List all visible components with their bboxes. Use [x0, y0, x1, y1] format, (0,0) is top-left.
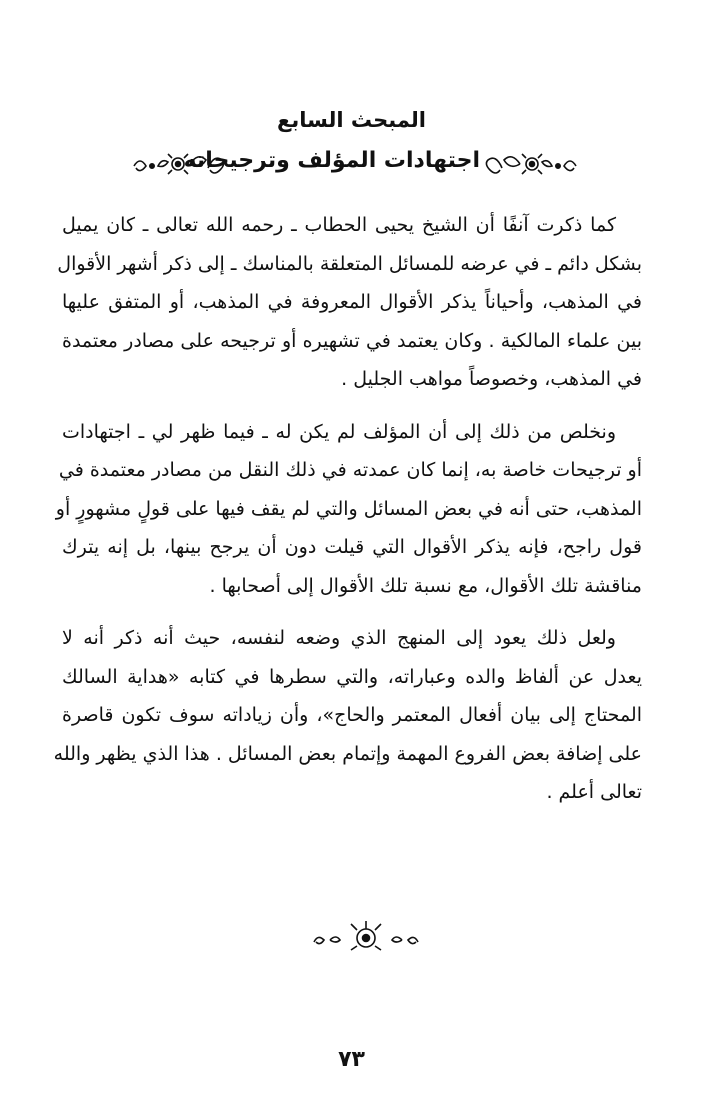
text-line: في المذهب، وخصوصاً مواهب الجليل . — [341, 368, 642, 390]
paragraph-1 — [57, 206, 642, 399]
text-line: المذهب، حتى أنه في بعض المسائل والتي لم يقف فيها على قولٍ مشهورٍ أو — [55, 497, 642, 520]
text-line: المحتاج إلى بيان أفعال المعتمر والحاج»، وأن زياداته سوف تكون قاصرة — [62, 704, 642, 726]
text-line: ولعل ذلك يعود إلى المنهج الذي وضعه لنفسه، حيث أنه ذكر أنه لا — [62, 627, 616, 649]
text-line: أو ترجيحات خاصة به، إنما كان عمدته في ذلك النقل من مصادر معتمدة في — [58, 459, 642, 481]
text-line: ونخلص من ذلك إلى أن المؤلف لم يكن له ـ فيما ظهر لي ـ اجتهادات — [62, 420, 616, 443]
paragraph-3 — [53, 619, 642, 812]
text-line: مناقشة تلك الأقوال، مع نسبة تلك الأقوال إلى أصحابها . — [209, 574, 642, 597]
text-line: تعالى أعلم . — [546, 781, 642, 803]
right-floral-ornament — [480, 146, 580, 180]
text-line: بشكل دائم ـ في عرضه للمسائل المتعلقة بالمناسك ـ إلى ذكر أشهر الأقوال — [57, 252, 642, 275]
section-label: المبحث السابع — [277, 108, 426, 132]
chapter-title: اجتهادات المؤلف وترجيحاته — [183, 148, 480, 173]
text-line: بين علماء المالكية . وكان يعتمد في تشهيره أو ترجيحه على مصادر معتمدة — [62, 329, 642, 352]
body-text — [53, 206, 642, 826]
text-line: على إضافة بعض الفروع المهمة وإتمام بعض المسائل . هذا الذي يظهر والله — [53, 742, 642, 765]
end-of-section-ornament — [306, 916, 426, 956]
text-line: يعدل عن ألفاظ والده وعباراته، والتي سطرها في كتابه «هداية السالك — [62, 665, 642, 688]
page-number: ٧٣ — [338, 1047, 365, 1072]
text-line: قول راجح، فإنه يذكر الأقوال التي قيلت دون أن يرجح بينها، بل إنه يترك — [62, 536, 642, 558]
paragraph-2 — [55, 413, 642, 606]
text-line: كما ذكرت آنفًا أن الشيخ يحيى الحطاب ـ رحمه الله تعالى ـ كان يميل — [62, 214, 616, 236]
text-line: في المذهب، وأحياناً يذكر الأقوال المعروفة في المذهب، أو المتفق عليها — [62, 291, 642, 313]
title-row — [130, 140, 580, 184]
